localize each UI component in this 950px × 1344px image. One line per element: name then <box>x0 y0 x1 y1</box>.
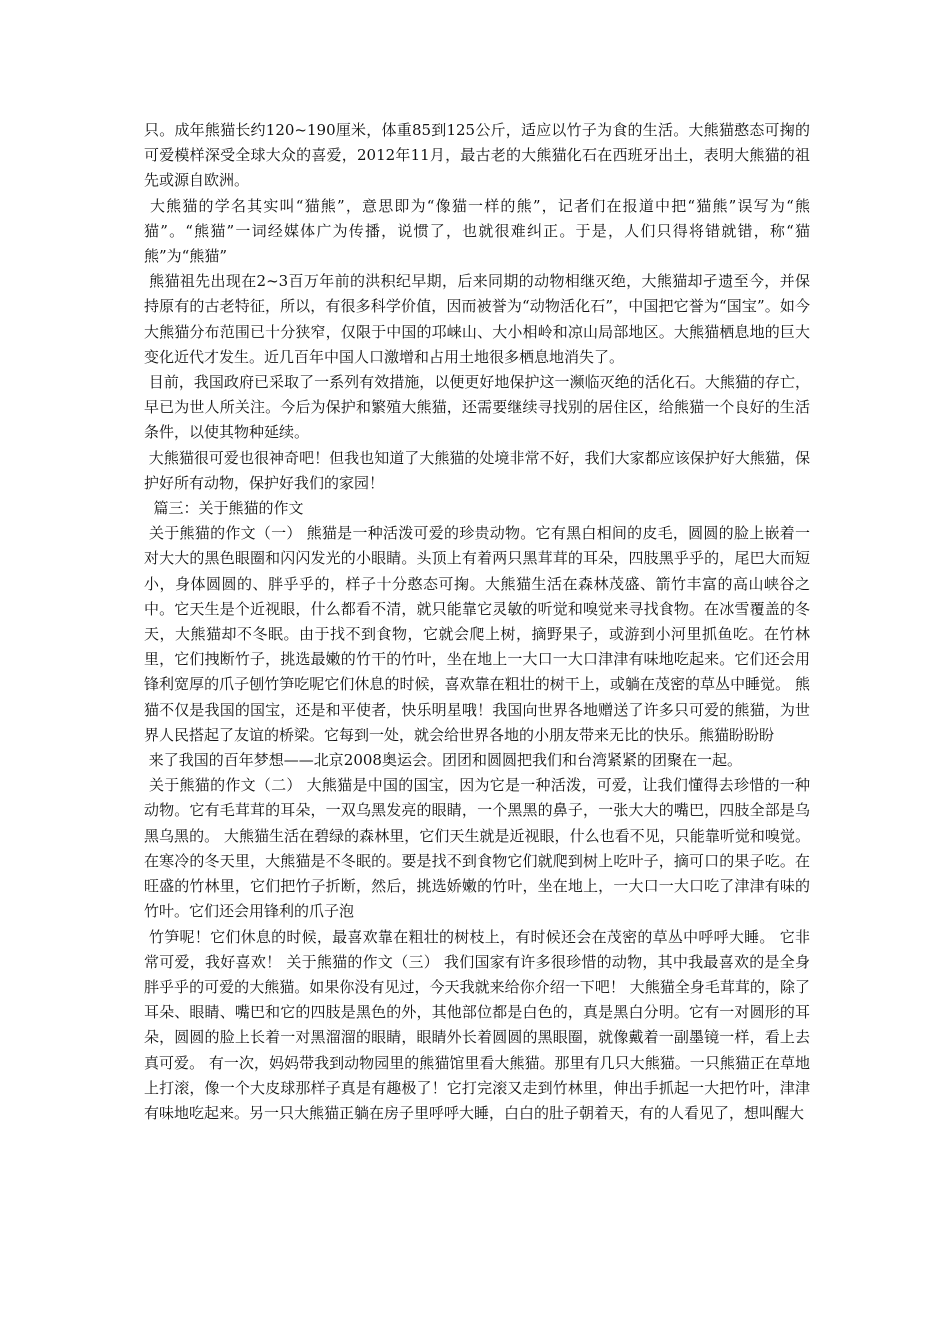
paragraph-1: 只。成年熊猫长约120~190厘米，体重85到125公斤，适应以竹子为食的生活。大熊猫憨态可掬的可爱模样深受全球大众的喜爱，2012年11月，最古老的大熊猫化石在西班牙出土，表明大熊猫的祖先或源自欧洲。 <box>144 121 810 190</box>
paragraph-9: 竹笋呢！它们休息的时候，最喜欢靠在粗壮的树枝上，有时候还会在茂密的草丛中呼呼大睡。 它非常可爱，我好喜欢！ 关于熊猫的作文（三） 我们国家有许多很珍惜的动物，其中我最喜欢的是全身胖乎乎的可爱的大熊猫。如果你没有见过，今天我就来给你介绍一下吧！ 大熊猫全身毛茸茸的，除了耳朵、眼睛、嘴巴和它的四肢是黑色的外，其他部位都是白色的，真是黑白分明。它有一对圆形的耳朵，圆圆的脸上长着一对黑溜溜的眼睛，眼睛外长着圆圆的黑眼圈，就像戴着一副墨镜一样，看上去真可爱。 有一次，妈妈带我到动物园里的熊猫馆里看大熊猫。那里有几只大熊猫。一只熊猫正在草地上打滚，像一个大皮球那样子真是有趣极了！它打完滚又走到竹林里，伸出手抓起一大把竹叶，津津有味地吃起来。另一只大熊猫正躺在房子里呼呼大睡，白白的肚子朝着天，有的人看见了，想叫醒大 <box>144 927 810 1122</box>
paragraph-7: 来了我国的百年梦想——北京2008奥运会。团团和圆圆把我们和台湾紧紧的团聚在一起。 <box>144 751 742 770</box>
paragraph-2: 大熊猫的学名其实叫“猫熊”，意思即为“像猫一样的熊”，记者们在报道中把“猫熊”误写为“熊猫”。“熊猫”一词经媒体广为传播，说惯了，也就很难纠正。于是，人们只得将错就错，称“猫熊”为“熊猫” <box>144 196 810 266</box>
document-page <box>144 118 810 1126</box>
paragraph-6: 关于熊猫的作文（一） 熊猫是一种活泼可爱的珍贵动物。它有黑白相间的皮毛，圆圆的脸上嵌着一对大大的黑色眼圈和闪闪发光的小眼睛。头顶上有着两只黑茸茸的耳朵，四肢黑乎乎的，尾巴大而短小，身体圆圆的、胖乎乎的，样子十分憨态可掬。大熊猫生活在森林茂盛、箭竹丰富的高山峡谷之中。它天生是个近视眼，什么都看不清，就只能靠它灵敏的听觉和嗅觉来寻找食物。在冰雪覆盖的冬天，大熊猫却不冬眠。由于找不到食物，它就会爬上树，摘野果子，或游到小河里抓鱼吃。在竹林里，它们拽断竹子，挑选最嫩的竹干的竹叶，坐在地上一大口一大口津津有味地吃起来。它们还会用锋利宽厚的爪子刨竹笋吃呢它们休息的时候，喜欢靠在粗壮的树干上，或躺在茂密的草丛中睡觉。 熊猫不仅是我国的国宝，还是和平使者，快乐明星哦！我国向世界各地赠送了许多只可爱的熊猫，为世界人民搭起了友谊的桥梁。它每到一处，就会给世界各地的小朋友带来无比的快乐。熊猫盼盼盼 <box>144 524 810 744</box>
paragraph-3: 熊猫祖先出现在2~3百万年前的洪积纪早期，后来同期的动物相继灭绝，大熊猫却孑遗至今，并保持原有的古老特征，所以，有很多科学价值，因而被誉为“动物活化石”，中国把它誉为“国宝”。如今大熊猫分布范围已十分狭窄，仅限于中国的邛崃山、大小相岭和凉山局部地区。大熊猫栖息地的巨大变化近代才发生。近几百年中国人口激增和占用土地很多栖息地消失了。 <box>144 272 810 366</box>
paragraph-5: 大熊猫很可爱也很神奇吧！但我也知道了大熊猫的处境非常不好，我们大家都应该保护好大熊猫，保护好所有动物，保护好我们的家园！ <box>144 448 810 492</box>
section-heading: 篇三：关于熊猫的作文 <box>144 499 304 518</box>
paragraph-4: 目前，我国政府已采取了一系列有效措施，以便更好地保护这一濒临灭绝的活化石。大熊猫的存亡，早已为世人所关注。今后为保护和繁殖大熊猫，还需要继续寻找别的居住区，给熊猫一个良好的生活条件，以使其物种延续。 <box>144 373 810 442</box>
paragraph-8: 关于熊猫的作文（二） 大熊猫是中国的国宝，因为它是一种活泼，可爱，让我们懂得去珍惜的一种动物。它有毛茸茸的耳朵，一双乌黑发亮的眼睛，一个黑黑的鼻子，一张大大的嘴巴，四肢全部是乌黑乌黑的。 大熊猫生活在碧绿的森林里，它们天生就是近视眼，什么也看不见，只能靠听觉和嗅觉。在寒冷的冬天里，大熊猫是不冬眠的。要是找不到食物它们就爬到树上吃叶子，摘可口的果子吃。在旺盛的竹林里，它们把竹子折断，然后，挑选娇嫩的竹叶，坐在地上，一大口一大口吃了津津有味的竹叶。它们还会用锋利的爪子泡 <box>144 776 810 921</box>
